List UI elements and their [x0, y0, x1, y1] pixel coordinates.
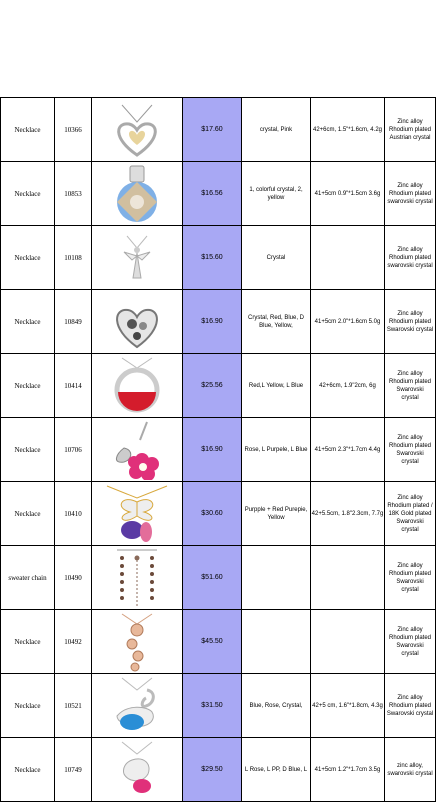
material-cell: Zinc alloy Rhodium plated Swarovski crystal	[385, 418, 436, 482]
flower-pendant-icon	[102, 420, 172, 480]
price-cell: $16.90	[183, 290, 242, 354]
angel-pendant-icon	[102, 228, 172, 288]
product-image-cell	[92, 418, 183, 482]
material-cell: Zinc alloy Rhodium plated Swarovski crystal	[385, 354, 436, 418]
product-image-cell	[92, 98, 183, 162]
colors-cell	[242, 610, 311, 674]
material-cell: Zinc alloy Rhodium plated swarovski crystal	[385, 226, 436, 290]
product-type-cell: Necklace	[1, 290, 55, 354]
colors-cell: Crystal, Red, Blue, D Blue, Yellow,	[242, 290, 311, 354]
table-row	[1, 418, 436, 482]
table-row	[1, 162, 436, 226]
material-cell: Zinc alloy Rhodium plated Austrian crystal	[385, 98, 436, 162]
material-cell: Zinc alloy Rhodium plated Swarovski crystal	[385, 674, 436, 738]
colors-cell: crystal, Pink	[242, 98, 311, 162]
material-cell: Zinc alloy Rhodium plated swarovski crystal	[385, 162, 436, 226]
price-cell: $17.60	[183, 98, 242, 162]
material-cell: zinc alloy, swarovski crystal	[385, 738, 436, 802]
product-type-cell: Necklace	[1, 354, 55, 418]
material-cell: Zinc alloy Rhodium plated Swarovski crystal	[385, 610, 436, 674]
price-cell: $51.60	[183, 546, 242, 610]
colors-cell: Blue, Rose, Crystal,	[242, 674, 311, 738]
product-image-cell	[92, 162, 183, 226]
size-cell	[311, 546, 385, 610]
product-image-cell	[92, 610, 183, 674]
size-cell: 41+5cm 0.9"*1.5cm 3.6g	[311, 162, 385, 226]
product-code-cell: 10366	[55, 98, 92, 162]
product-image-cell	[92, 738, 183, 802]
price-cell: $29.50	[183, 738, 242, 802]
size-cell: 42+6cm, 1.9"2cm, 6g	[311, 354, 385, 418]
colors-cell	[242, 546, 311, 610]
product-type-cell: Necklace	[1, 162, 55, 226]
product-image-cell	[92, 546, 183, 610]
table-row	[1, 98, 436, 162]
product-code-cell: 10414	[55, 354, 92, 418]
size-cell	[311, 610, 385, 674]
table-row	[1, 674, 436, 738]
product-image-cell	[92, 674, 183, 738]
material-cell: Zinc alloy Rhodium plated Swarovski crystal	[385, 290, 436, 354]
size-cell	[311, 226, 385, 290]
heart-lock-pendant-icon	[102, 292, 172, 352]
product-type-cell: Necklace	[1, 674, 55, 738]
price-cell: $30.60	[183, 482, 242, 546]
product-code-cell: 10849	[55, 290, 92, 354]
size-cell: 41+5cm 2.0"*1.6cm 5.0g	[311, 290, 385, 354]
product-image-cell	[92, 226, 183, 290]
colors-cell: Rose, L Purpele, L Blue	[242, 418, 311, 482]
swan-pendant-icon	[102, 676, 172, 736]
bead-chain-icon	[102, 548, 172, 608]
colors-cell: Red,L Yellow, L Blue	[242, 354, 311, 418]
product-code-cell: 10490	[55, 546, 92, 610]
table-row	[1, 610, 436, 674]
product-code-cell: 10853	[55, 162, 92, 226]
product-type-cell: Necklace	[1, 738, 55, 802]
bird-pendant-icon	[102, 740, 172, 800]
size-cell: 41+5cm 2.3"*1.7cm 4.4g	[311, 418, 385, 482]
product-code-cell: 10492	[55, 610, 92, 674]
product-image-cell	[92, 482, 183, 546]
price-cell: $15.60	[183, 226, 242, 290]
product-type-cell: Necklace	[1, 610, 55, 674]
price-cell: $16.90	[183, 418, 242, 482]
product-code-cell: 10749	[55, 738, 92, 802]
price-cell: $31.50	[183, 674, 242, 738]
product-code-cell: 10706	[55, 418, 92, 482]
colors-cell: Purpple + Red Purepie, Yellow	[242, 482, 311, 546]
product-image-cell	[92, 290, 183, 354]
product-type-cell: Necklace	[1, 482, 55, 546]
round-crystal-pendant-icon	[102, 164, 172, 224]
table-row	[1, 290, 436, 354]
product-type-cell: Necklace	[1, 418, 55, 482]
ring-pendant-icon	[102, 356, 172, 416]
colors-cell: L Rose, L PP, D Blue, L	[242, 738, 311, 802]
product-code-cell: 10521	[55, 674, 92, 738]
price-cell: $16.56	[183, 162, 242, 226]
colors-cell: Crystal	[242, 226, 311, 290]
product-image-cell	[92, 354, 183, 418]
product-type-cell: Necklace	[1, 226, 55, 290]
colors-cell: 1, colorful crystal, 2, yellow	[242, 162, 311, 226]
price-cell: $45.50	[183, 610, 242, 674]
material-cell: Zinc alloy Rhodium plated Swarovski crystal	[385, 546, 436, 610]
butterfly-pendant-icon	[102, 484, 172, 544]
heart-pendant-icon	[102, 100, 172, 160]
product-table	[0, 97, 436, 802]
table-row	[1, 546, 436, 610]
table-row	[1, 738, 436, 802]
table-row	[1, 226, 436, 290]
rose-chain-icon	[102, 612, 172, 672]
table-row	[1, 482, 436, 546]
product-type-cell: sweater chain	[1, 546, 55, 610]
product-type-cell: Necklace	[1, 98, 55, 162]
product-code-cell: 10108	[55, 226, 92, 290]
size-cell: 42+6cm, 1.5"*1.6cm, 4.2g	[311, 98, 385, 162]
size-cell: 42+5 cm, 1.6"*1.8cm, 4.3g	[311, 674, 385, 738]
product-code-cell: 10410	[55, 482, 92, 546]
size-cell: 41+5cm 1.2"*1.7cm 3.5g	[311, 738, 385, 802]
material-cell: Zinc alloy Rhodium plated / 18K Gold plated Swarovski crystal	[385, 482, 436, 546]
table-row	[1, 354, 436, 418]
price-cell: $25.56	[183, 354, 242, 418]
size-cell: 42+5.5cm, 1.8"2.3cm, 7.7g	[311, 482, 385, 546]
